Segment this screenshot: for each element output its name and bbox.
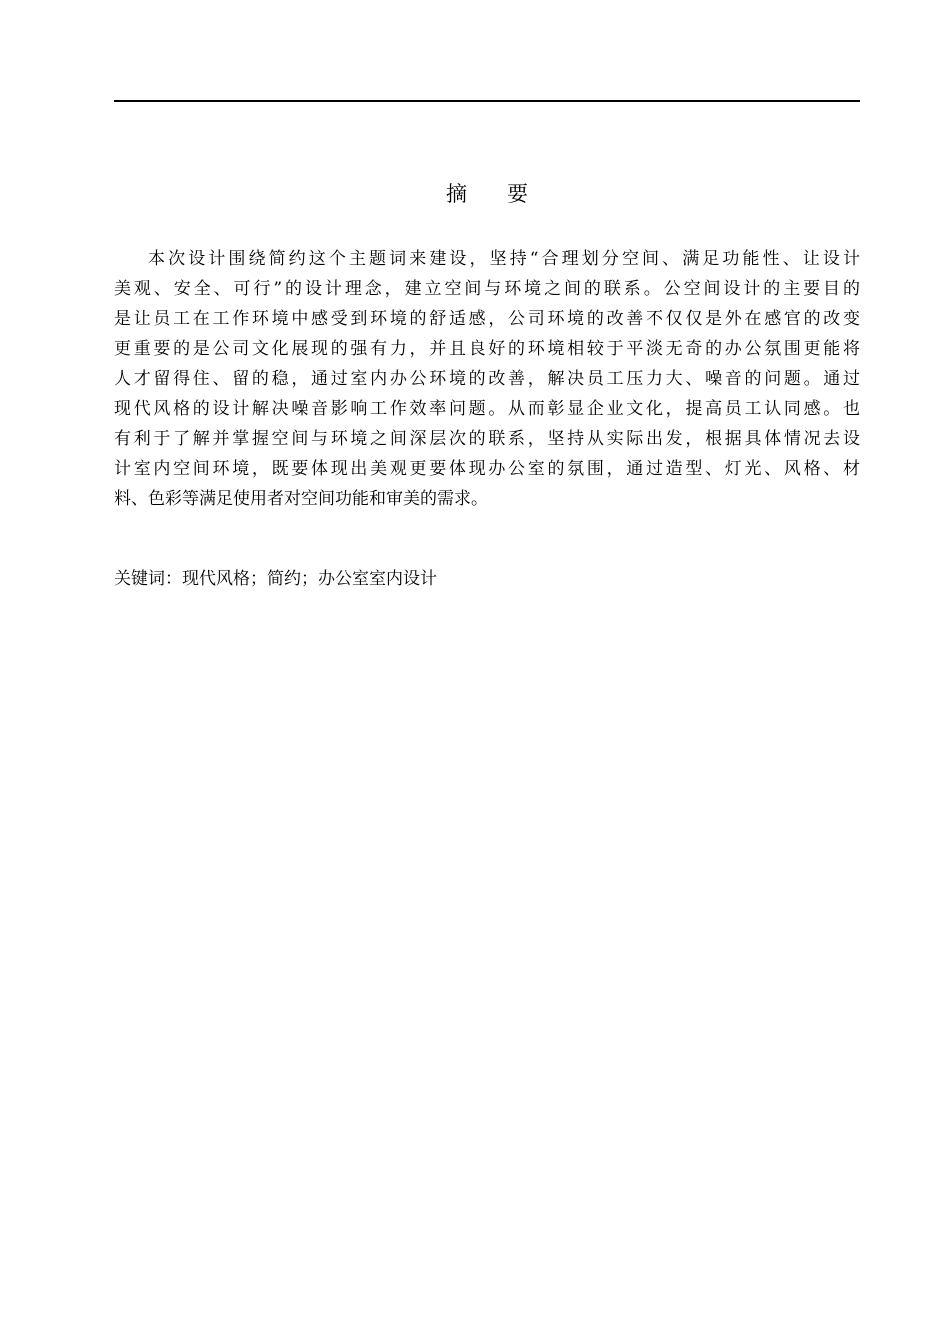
abstract-line: 料、色彩等满足使用者对空间功能和审美的需求。: [114, 489, 488, 509]
abstract-line: 更重要的是公司文化展现的强有力，并且良好的环境相较于平淡无奇的办公氛围更能将: [114, 339, 860, 359]
abstract-line: 本次设计围绕简约这个主题词来建设，坚持“合理划分空间、满足功能性、让设计: [148, 249, 860, 269]
abstract-line: 计室内空间环境，既要体现出美观更要体现办公室的氛围，通过造型、灯光、风格、材: [114, 459, 860, 479]
keywords-label: 关键词：: [114, 569, 182, 589]
abstract-body: [114, 244, 860, 514]
abstract-line: 人才留得住、留的稳，通过室内办公环境的改善，解决员工压力大、噪音的问题。通过: [114, 369, 860, 389]
abstract-line: 是让员工在工作环境中感受到环境的舒适感，公司环境的改善不仅仅是外在感官的改变: [114, 309, 860, 329]
abstract-line: 美观、安全、可行”的设计理念，建立空间与环境之间的联系。公空间设计的主要目的: [114, 279, 860, 299]
header-rule: [114, 100, 860, 102]
keywords-value: 现代风格；简约；办公室室内设计: [182, 569, 437, 589]
keywords-line: [114, 564, 860, 594]
abstract-line: 现代风格的设计解决噪音影响工作效率问题。从而彰显企业文化，提高员工认同感。也: [114, 399, 860, 419]
abstract-line: 有利于了解并掌握空间与环境之间深层次的联系，坚持从实际出发，根据具体情况去设: [114, 429, 860, 449]
abstract-title: 摘 要: [445, 182, 529, 206]
